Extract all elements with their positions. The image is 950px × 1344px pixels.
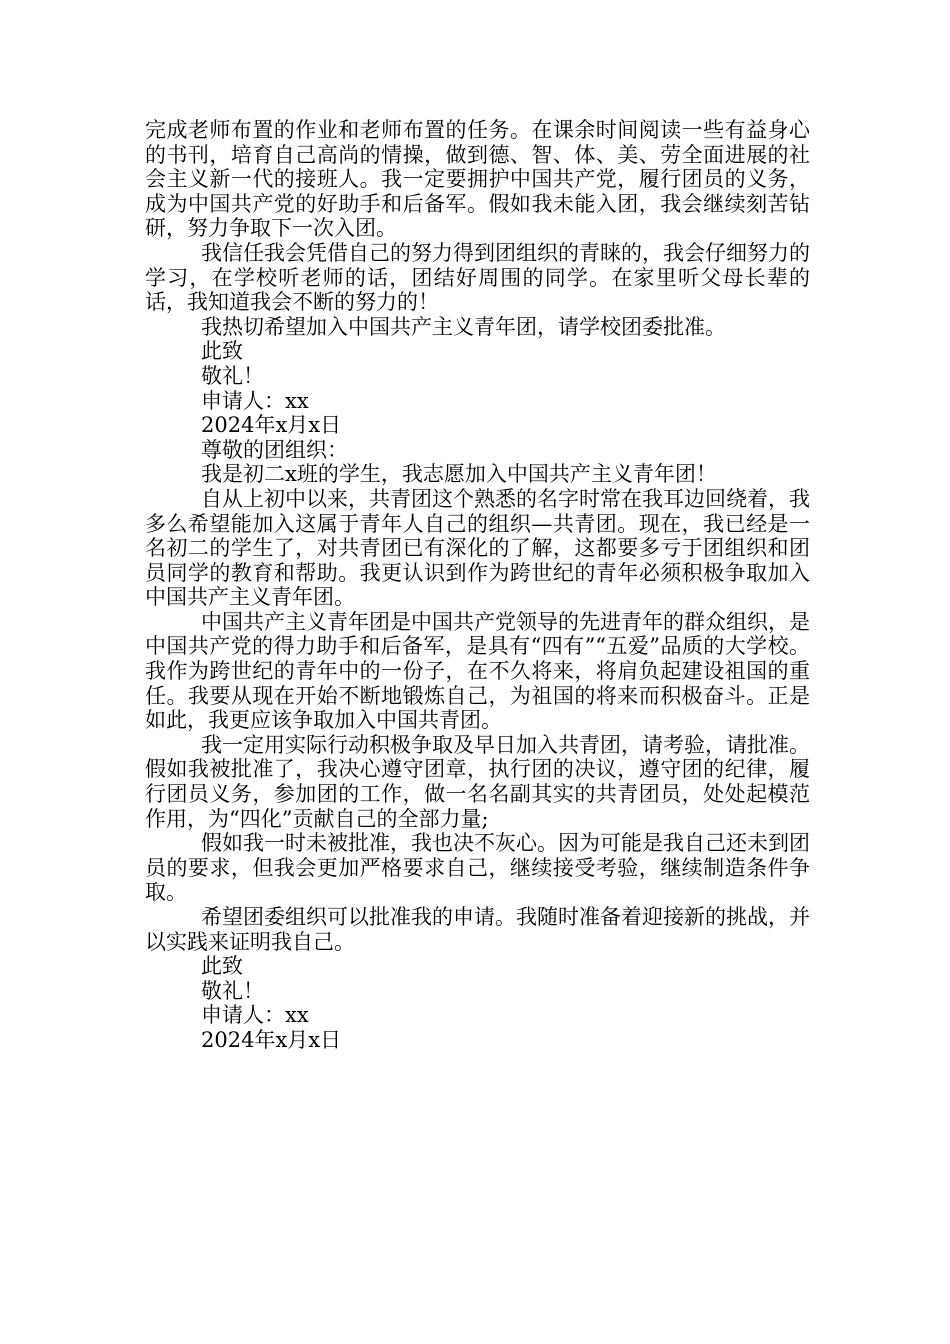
document-body	[145, 118, 810, 1053]
closing-salutation: 此致	[201, 954, 243, 979]
letter-greeting: 尊敬的团组织：	[201, 437, 348, 462]
paragraph-league-description: 中国共产主义青年团是中国共产党领导的先进青年的群众组织，是中国共产党的得力助手和后备军，是具有“四有”“五爱”品质的大学校。我作为跨世纪的青年中的一份子，在不久将来，将肩负起建设祖国的重任。我要从现在开始不断地锻炼自己，为祖国的将来而积极奋斗。正是如此，我更应该争取加入中国共青团。	[145, 609, 810, 733]
paragraph-intro: 我是初二x班的学生，我志愿加入中国共产主义青年团！	[201, 462, 717, 487]
paragraph-motivation: 自从上初中以来，共青团这个熟悉的名字时常在我耳边回绕着，我多么希望能加入这属于青年人自己的组织—共青团。现在，我已经是一名初二的学生了，对共青团已有深化的了解，这都要多亏于团组织和团员同学的教育和帮助。我更认识到作为跨世纪的青年必须积极争取加入中国共产主义青年团。	[145, 486, 810, 610]
paragraph-belief: 我信任我会凭借自己的努力得到团组织的青睐的，我会仔细努力的学习，在学校听老师的话，团结好周围的同学。在家里听父母长辈的话，我知道我会不断的努力的！	[145, 240, 810, 315]
paragraph-commitment: 我一定用实际行动积极争取及早日加入共青团，请考验，请批准。假如我被批准了，我决心遵守团章，执行团的决议，遵守团的纪律，履行团员义务，参加团的工作，做一名名副其实的共青团员，处处起模范作用，为“四化”贡献自己的全部力量;	[145, 732, 810, 831]
applicant-signature: 申请人：xx	[201, 1003, 309, 1028]
letter-date: 2024年x月x日	[201, 1027, 342, 1052]
applicant-signature: 申请人：xx	[201, 388, 309, 413]
paragraph-hope: 希望团委组织可以批准我的申请。我随时准备着迎接新的挑战，并以实践来证明我自己。	[145, 905, 810, 954]
letter-date: 2024年x月x日	[201, 413, 342, 438]
closing-regards: 敬礼！	[201, 363, 264, 388]
closing-regards: 敬礼！	[201, 978, 264, 1003]
paragraph-request: 我热切希望加入中国共产主义青年团，请学校团委批准。	[201, 314, 726, 339]
paragraph-perseverance: 假如我一时未被批准，我也决不灰心。因为可能是我自己还未到团员的要求，但我会更加严格要求自己，继续接受考验，继续制造条件争取。	[145, 831, 810, 905]
paragraph-tasks: 完成老师布置的作业和老师布置的任务。在课余时间阅读一些有益身心的书刊，培育自己高尚的情操，做到德、智、体、美、劳全面进展的社会主义新一代的接班人。我一定要拥护中国共产党，履行团员的义务，成为中国共产党的好助手和后备军。假如我未能入团，我会继续刻苦钻研，努力争取下一次入团。	[145, 118, 810, 241]
closing-salutation: 此致	[201, 339, 243, 364]
